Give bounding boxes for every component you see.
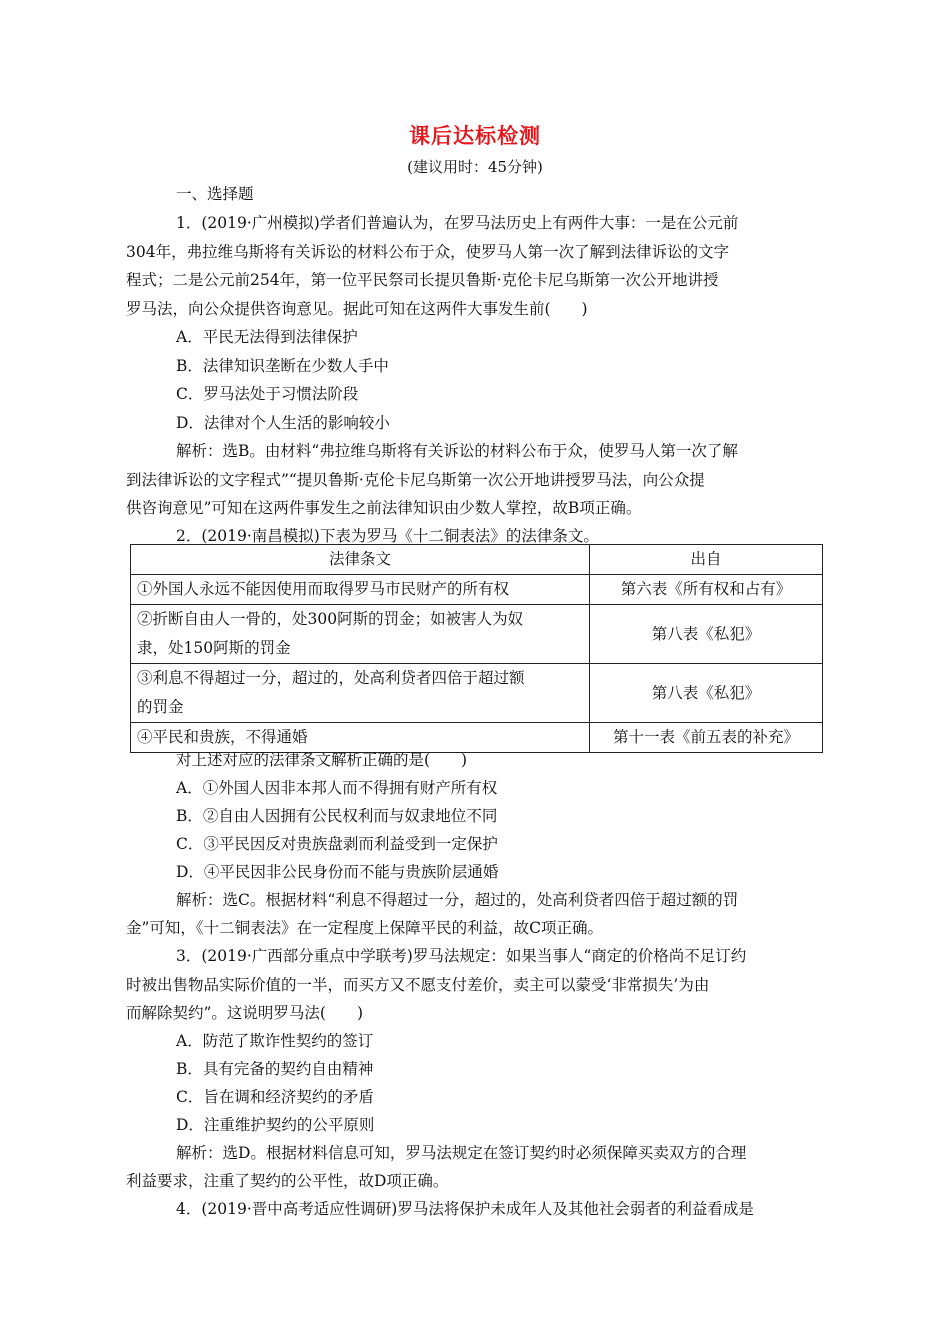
- q2-option-a: A．①外国人因非本邦人而不得拥有财产所有权: [176, 779, 498, 797]
- q2-stem: 2．(2019·南昌模拟)下表为罗马《十二铜表法》的法律条文。: [176, 527, 599, 545]
- q2-option-d: D．④平民因非公民身份而不能与贵族阶层通婚: [176, 863, 499, 881]
- q1-option-c: C．罗马法处于习惯法阶段: [176, 385, 359, 403]
- cell-line: 的罚金: [137, 698, 184, 716]
- table-row: [131, 664, 823, 723]
- cell-line: ②折断自由人一骨的，处300阿斯的罚金；如被害人为奴: [137, 610, 524, 628]
- q1-option-a: A．平民无法得到法律保护: [176, 328, 358, 346]
- q3-option-c: C．旨在调和经济契约的矛盾: [176, 1088, 374, 1106]
- q1-option-d: D．法律对个人生活的影响较小: [176, 414, 390, 432]
- q3-analysis-line: 利益要求，注重了契约的公平性，故D项正确。: [126, 1172, 449, 1190]
- table-cell-source: 第八表《私犯》: [590, 664, 823, 723]
- q2-analysis-line: 金”可知，《十二铜表法》在一定程度上保障平民的利益，故C项正确。: [126, 919, 604, 937]
- cell-line: 隶，处150阿斯的罚金: [137, 639, 291, 657]
- q3-analysis-line: 解析：选D。根据材料信息可知，罗马法规定在签订契约时必须保障买卖双方的合理: [176, 1144, 747, 1162]
- q1-analysis-line: 到法律诉讼的文字程式”“提贝鲁斯·克伦卡尼乌斯第一次公开地讲授罗马法，向公众提: [126, 471, 705, 489]
- q1-stem-line: 1．(2019·广州模拟)学者们普遍认为，在罗马法历史上有两件大事：一是在公元前: [176, 214, 739, 232]
- q2-question: 对上述对应的法律条文解析正确的是( ): [176, 751, 468, 769]
- page-subtitle: (建议用时：45分钟): [407, 158, 543, 176]
- q4-stem-line: 4．(2019·晋中高考适应性调研)罗马法将保护未成年人及其他社会弱者的利益看成是: [176, 1200, 754, 1218]
- table-header-row: [131, 545, 823, 575]
- page-title: 课后达标检测: [409, 123, 541, 148]
- cell-line: ③利息不得超过一分，超过的，处高利贷者四倍于超过额: [137, 669, 525, 687]
- law-table: [130, 544, 823, 753]
- cell-line: ④平民和贵族，不得通婚: [137, 728, 308, 746]
- table-cell-source: 第八表《私犯》: [590, 605, 823, 664]
- table-cell-text: [131, 664, 590, 723]
- table-header-cell: 法律条文: [131, 545, 590, 575]
- q1-stem-line: 304年，弗拉维乌斯将有关诉讼的材料公布于众，使罗马人第一次了解到法律诉讼的文字: [126, 243, 730, 261]
- q3-option-b: B．具有完备的契约自由精神: [176, 1060, 374, 1078]
- q2-analysis-line: 解析：选C。根据材料“利息不得超过一分，超过的，处高利贷者四倍于超过额的罚: [176, 891, 739, 909]
- q1-analysis-line: 解析：选B。由材料“弗拉维乌斯将有关诉讼的材料公布于众，使罗马人第一次了解: [176, 442, 738, 460]
- q1-stem-line: 程式；二是公元前254年，第一位平民祭司长提贝鲁斯·克伦卡尼乌斯第一次公开地讲授: [126, 271, 719, 289]
- table-row: [131, 605, 823, 664]
- q1-analysis-line: 供咨询意见”可知在这两件事发生之前法律知识由少数人掌控，故B项正确。: [126, 499, 642, 517]
- q3-option-d: D．注重维护契约的公平原则: [176, 1116, 375, 1134]
- q3-stem-line: 3．(2019·广西部分重点中学联考)罗马法规定：如果当事人“商定的价格尚不足订约: [176, 947, 747, 965]
- table-cell-text: [131, 605, 590, 664]
- q3-option-a: A．防范了欺诈性契约的签订: [176, 1032, 374, 1050]
- q1-stem-line: 罗马法，向公众提供咨询意见。据此可知在这两件大事发生前( ): [126, 300, 588, 318]
- q1-option-b: B．法律知识垄断在少数人手中: [176, 357, 389, 375]
- table-header-cell: 出自: [590, 545, 823, 575]
- table-cell-text: [131, 575, 590, 605]
- q2-option-b: B．②自由人因拥有公民权利而与奴隶地位不同: [176, 807, 498, 825]
- table-row: [131, 575, 823, 605]
- q3-stem-line: 而解除契约”。这说明罗马法( ): [126, 1004, 364, 1022]
- q2-option-c: C．③平民因反对贵族盘剥而利益受到一定保护: [176, 835, 498, 853]
- table-cell-text: [131, 723, 590, 753]
- cell-line: ①外国人永远不能因使用而取得罗马市民财产的所有权: [137, 580, 510, 598]
- section-heading: 一、选择题: [176, 185, 254, 203]
- table-row: [131, 723, 823, 753]
- q3-stem-line: 时被出售物品实际价值的一半，而买方又不愿支付差价，卖主可以蒙受‘非常损失’为由: [126, 976, 710, 994]
- table-cell-source: 第十一表《前五表的补充》: [590, 723, 823, 753]
- table-cell-source: 第六表《所有权和占有》: [590, 575, 823, 605]
